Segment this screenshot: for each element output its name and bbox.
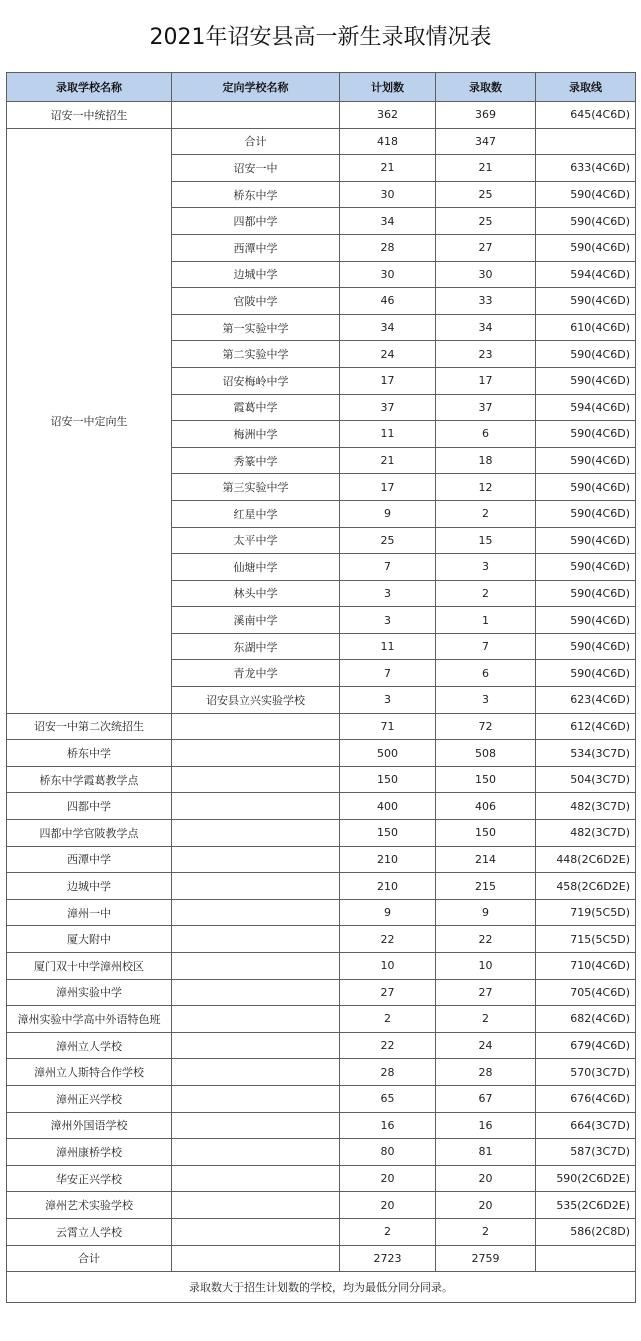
table-row (7, 979, 636, 1006)
directed-school-cell (172, 1112, 340, 1139)
admitting-school-cell: 厦大附中 (7, 926, 172, 953)
admit-count-cell: 347 (436, 128, 536, 155)
directed-school-cell: 第一实验中学 (172, 314, 340, 341)
footnote-text: 录取数大于招生计划数的学校，均为最低分同分同录。 (7, 1272, 636, 1303)
admitting-school-cell: 四都中学 (7, 793, 172, 820)
cutoff-line-cell: 590(4C6D) (536, 500, 636, 527)
admit-count-cell: 406 (436, 793, 536, 820)
cutoff-line-cell: 594(4C6D) (536, 394, 636, 421)
plan-count-cell: 21 (340, 155, 436, 182)
plan-count-cell: 24 (340, 341, 436, 368)
admit-count-cell: 37 (436, 394, 536, 421)
directed-school-cell (172, 820, 340, 847)
directed-school-cell: 桥东中学 (172, 181, 340, 208)
admit-count-cell: 33 (436, 288, 536, 315)
directed-school-cell: 诏安梅岭中学 (172, 367, 340, 394)
page-title: 2021年诏安县高一新生录取情况表 (149, 25, 492, 50)
admit-count-cell: 21 (436, 155, 536, 182)
directed-school-cell (172, 1006, 340, 1033)
footnote-row (7, 1272, 636, 1303)
directed-school-cell: 红星中学 (172, 500, 340, 527)
admit-count-cell: 3 (436, 687, 536, 714)
admit-count-cell: 16 (436, 1112, 536, 1139)
admit-count-cell: 27 (436, 234, 536, 261)
cutoff-line-cell: 590(4C6D) (536, 288, 636, 315)
admit-count-cell: 25 (436, 208, 536, 235)
plan-count-cell: 20 (340, 1165, 436, 1192)
admitting-school-cell: 边城中学 (7, 873, 172, 900)
admitting-school-cell: 桥东中学霞葛教学点 (7, 766, 172, 793)
plan-count-cell: 30 (340, 261, 436, 288)
admit-count-cell: 2 (436, 500, 536, 527)
admit-count-cell: 67 (436, 1085, 536, 1112)
admit-count-cell: 10 (436, 953, 536, 980)
table-header-row (7, 73, 636, 102)
directed-school-cell: 梅洲中学 (172, 421, 340, 448)
cutoff-line-cell: 534(3C7D) (536, 740, 636, 767)
admitting-school-cell: 西潭中学 (7, 846, 172, 873)
cutoff-line-cell: 590(4C6D) (536, 367, 636, 394)
plan-count-cell: 37 (340, 394, 436, 421)
directed-school-cell (172, 1059, 340, 1086)
admit-count-cell: 369 (436, 102, 536, 129)
admitting-school-cell: 漳州康桥学校 (7, 1139, 172, 1166)
admit-count-cell: 22 (436, 926, 536, 953)
admit-count-cell: 1 (436, 607, 536, 634)
cutoff-line-cell: 676(4C6D) (536, 1085, 636, 1112)
admitting-school-cell: 诏安一中统招生 (7, 102, 172, 129)
table-row (7, 1245, 636, 1272)
admit-count-cell: 6 (436, 421, 536, 448)
cutoff-line-cell: 482(3C7D) (536, 793, 636, 820)
table-row (7, 1032, 636, 1059)
plan-count-cell: 500 (340, 740, 436, 767)
plan-count-cell: 3 (340, 580, 436, 607)
header-admit-count: 录取数 (436, 73, 536, 102)
table-row (7, 793, 636, 820)
cutoff-line-cell: 623(4C6D) (536, 687, 636, 714)
cutoff-line-cell: 590(4C6D) (536, 341, 636, 368)
cutoff-line-cell: 482(3C7D) (536, 820, 636, 847)
cutoff-line-cell: 448(2C6D2E) (536, 846, 636, 873)
admit-count-cell: 72 (436, 713, 536, 740)
cutoff-line-cell: 590(4C6D) (536, 421, 636, 448)
plan-count-cell: 34 (340, 314, 436, 341)
admitting-school-cell: 漳州正兴学校 (7, 1085, 172, 1112)
directed-school-cell (172, 1165, 340, 1192)
plan-count-cell: 418 (340, 128, 436, 155)
cutoff-line-cell: 590(4C6D) (536, 208, 636, 235)
plan-count-cell: 46 (340, 288, 436, 315)
directed-school-cell: 霞葛中学 (172, 394, 340, 421)
admit-count-cell: 24 (436, 1032, 536, 1059)
directed-school-cell: 第三实验中学 (172, 474, 340, 501)
plan-count-cell: 2723 (340, 1245, 436, 1272)
plan-count-cell: 11 (340, 421, 436, 448)
table-row (7, 1192, 636, 1219)
plan-count-cell: 10 (340, 953, 436, 980)
admitting-school-cell: 合计 (7, 1245, 172, 1272)
directed-school-cell (172, 793, 340, 820)
table-row (7, 740, 636, 767)
table-row (7, 953, 636, 980)
header-admitting-school: 录取学校名称 (7, 73, 172, 102)
cutoff-line-cell: 645(4C6D) (536, 102, 636, 129)
directed-school-cell (172, 1032, 340, 1059)
cutoff-line-cell: 590(4C6D) (536, 607, 636, 634)
admitting-school-cell: 漳州立人学校 (7, 1032, 172, 1059)
plan-count-cell: 210 (340, 873, 436, 900)
header-plan-count: 计划数 (340, 73, 436, 102)
directed-school-cell: 合计 (172, 128, 340, 155)
header-directed-school: 定向学校名称 (172, 73, 340, 102)
plan-count-cell: 16 (340, 1112, 436, 1139)
cutoff-line-cell: 570(3C7D) (536, 1059, 636, 1086)
admit-count-cell: 28 (436, 1059, 536, 1086)
admitting-school-cell: 桥东中学 (7, 740, 172, 767)
plan-count-cell: 362 (340, 102, 436, 129)
admission-table (6, 72, 636, 1303)
cutoff-line-cell: 633(4C6D) (536, 155, 636, 182)
cutoff-line-cell: 590(4C6D) (536, 474, 636, 501)
admit-count-cell: 150 (436, 820, 536, 847)
directed-school-cell: 东湖中学 (172, 633, 340, 660)
cutoff-line-cell: 682(4C6D) (536, 1006, 636, 1033)
admit-count-cell: 17 (436, 367, 536, 394)
plan-count-cell: 2 (340, 1006, 436, 1033)
directed-school-cell (172, 1139, 340, 1166)
table-row (7, 1139, 636, 1166)
plan-count-cell: 150 (340, 820, 436, 847)
plan-count-cell: 22 (340, 1032, 436, 1059)
directed-school-cell: 溪南中学 (172, 607, 340, 634)
cutoff-line-cell: 664(3C7D) (536, 1112, 636, 1139)
plan-count-cell: 11 (340, 633, 436, 660)
admitting-school-cell: 漳州一中 (7, 899, 172, 926)
admit-count-cell: 3 (436, 554, 536, 581)
cutoff-line-cell: 590(4C6D) (536, 181, 636, 208)
admit-count-cell: 34 (436, 314, 536, 341)
directed-school-cell (172, 766, 340, 793)
directed-school-cell: 林头中学 (172, 580, 340, 607)
plan-count-cell: 34 (340, 208, 436, 235)
directed-school-cell: 仙塘中学 (172, 554, 340, 581)
table-row (7, 1085, 636, 1112)
directed-school-cell (172, 1245, 340, 1272)
cutoff-line-cell: 590(4C6D) (536, 447, 636, 474)
table-row (7, 1218, 636, 1245)
admit-count-cell: 2 (436, 1218, 536, 1245)
admitting-school-cell: 诏安一中第二次统招生 (7, 713, 172, 740)
table-row (7, 873, 636, 900)
plan-count-cell: 150 (340, 766, 436, 793)
admit-count-cell: 81 (436, 1139, 536, 1166)
table-row (7, 102, 636, 129)
directed-school-cell (172, 740, 340, 767)
cutoff-line-cell: 594(4C6D) (536, 261, 636, 288)
admitting-school-cell: 厦门双十中学漳州校区 (7, 953, 172, 980)
plan-count-cell: 400 (340, 793, 436, 820)
directed-school-cell (172, 713, 340, 740)
header-cutoff-line: 录取线 (536, 73, 636, 102)
cutoff-line-cell: 590(4C6D) (536, 633, 636, 660)
admit-count-cell: 2 (436, 580, 536, 607)
directed-school-cell: 诏安一中 (172, 155, 340, 182)
directed-group-cell: 诏安一中定向生 (7, 128, 172, 713)
table-body (7, 102, 636, 1303)
admit-count-cell: 18 (436, 447, 536, 474)
directed-school-cell (172, 1192, 340, 1219)
plan-count-cell: 65 (340, 1085, 436, 1112)
cutoff-line-cell: 458(2C6D2E) (536, 873, 636, 900)
cutoff-line-cell: 590(4C6D) (536, 580, 636, 607)
directed-school-cell: 秀篆中学 (172, 447, 340, 474)
admitting-school-cell: 漳州实验中学 (7, 979, 172, 1006)
admitting-school-cell: 华安正兴学校 (7, 1165, 172, 1192)
table-row (7, 926, 636, 953)
admit-count-cell: 20 (436, 1192, 536, 1219)
directed-school-cell: 边城中学 (172, 261, 340, 288)
plan-count-cell: 9 (340, 500, 436, 527)
directed-school-cell (172, 1218, 340, 1245)
directed-school-cell: 诏安县立兴实验学校 (172, 687, 340, 714)
plan-count-cell: 22 (340, 926, 436, 953)
admit-count-cell: 2 (436, 1006, 536, 1033)
cutoff-line-cell: 612(4C6D) (536, 713, 636, 740)
cutoff-line-cell (536, 1245, 636, 1272)
table-row (7, 1006, 636, 1033)
plan-count-cell: 28 (340, 234, 436, 261)
plan-count-cell: 17 (340, 474, 436, 501)
plan-count-cell: 7 (340, 660, 436, 687)
cutoff-line-cell: 610(4C6D) (536, 314, 636, 341)
admit-count-cell: 23 (436, 341, 536, 368)
plan-count-cell: 17 (340, 367, 436, 394)
admit-count-cell: 12 (436, 474, 536, 501)
table-row (7, 128, 636, 155)
admit-count-cell: 2759 (436, 1245, 536, 1272)
cutoff-line-cell: 590(4C6D) (536, 660, 636, 687)
table-row (7, 899, 636, 926)
cutoff-line-cell: 590(2C6D2E) (536, 1165, 636, 1192)
plan-count-cell: 71 (340, 713, 436, 740)
admit-count-cell: 27 (436, 979, 536, 1006)
admit-count-cell: 150 (436, 766, 536, 793)
table-row (7, 766, 636, 793)
table-row (7, 1059, 636, 1086)
admitting-school-cell: 漳州外国语学校 (7, 1112, 172, 1139)
admitting-school-cell: 漳州实验中学高中外语特色班 (7, 1006, 172, 1033)
admit-count-cell: 7 (436, 633, 536, 660)
admitting-school-cell: 四都中学官陂教学点 (7, 820, 172, 847)
directed-school-cell (172, 873, 340, 900)
directed-school-cell: 青龙中学 (172, 660, 340, 687)
cutoff-line-cell: 719(5C5D) (536, 899, 636, 926)
plan-count-cell: 3 (340, 607, 436, 634)
cutoff-line-cell: 679(4C6D) (536, 1032, 636, 1059)
plan-count-cell: 28 (340, 1059, 436, 1086)
table-row (7, 713, 636, 740)
admit-count-cell: 30 (436, 261, 536, 288)
plan-count-cell: 80 (340, 1139, 436, 1166)
admit-count-cell: 25 (436, 181, 536, 208)
directed-school-cell: 第二实验中学 (172, 341, 340, 368)
admit-count-cell: 508 (436, 740, 536, 767)
plan-count-cell: 2 (340, 1218, 436, 1245)
cutoff-line-cell (536, 128, 636, 155)
plan-count-cell: 30 (340, 181, 436, 208)
plan-count-cell: 3 (340, 687, 436, 714)
plan-count-cell: 20 (340, 1192, 436, 1219)
plan-count-cell: 27 (340, 979, 436, 1006)
cutoff-line-cell: 715(5C5D) (536, 926, 636, 953)
admit-count-cell: 9 (436, 899, 536, 926)
directed-school-cell (172, 102, 340, 129)
table-row (7, 846, 636, 873)
directed-school-cell: 西潭中学 (172, 234, 340, 261)
cutoff-line-cell: 504(3C7D) (536, 766, 636, 793)
admitting-school-cell: 漳州艺术实验学校 (7, 1192, 172, 1219)
directed-school-cell (172, 1085, 340, 1112)
admit-count-cell: 20 (436, 1165, 536, 1192)
table-row (7, 1165, 636, 1192)
admit-count-cell: 15 (436, 527, 536, 554)
cutoff-line-cell: 590(4C6D) (536, 554, 636, 581)
cutoff-line-cell: 710(4C6D) (536, 953, 636, 980)
plan-count-cell: 21 (340, 447, 436, 474)
cutoff-line-cell: 587(3C7D) (536, 1139, 636, 1166)
directed-school-cell (172, 846, 340, 873)
admit-count-cell: 6 (436, 660, 536, 687)
admit-count-cell: 215 (436, 873, 536, 900)
plan-count-cell: 210 (340, 846, 436, 873)
directed-school-cell: 官陂中学 (172, 288, 340, 315)
admit-count-cell: 214 (436, 846, 536, 873)
plan-count-cell: 9 (340, 899, 436, 926)
plan-count-cell: 7 (340, 554, 436, 581)
cutoff-line-cell: 586(2C8D) (536, 1218, 636, 1245)
table-row (7, 1112, 636, 1139)
directed-school-cell (172, 899, 340, 926)
cutoff-line-cell: 535(2C6D2E) (536, 1192, 636, 1219)
plan-count-cell: 25 (340, 527, 436, 554)
directed-school-cell: 太平中学 (172, 527, 340, 554)
table-row (7, 820, 636, 847)
cutoff-line-cell: 590(4C6D) (536, 527, 636, 554)
directed-school-cell (172, 979, 340, 1006)
admitting-school-cell: 云霄立人学校 (7, 1218, 172, 1245)
cutoff-line-cell: 590(4C6D) (536, 234, 636, 261)
directed-school-cell (172, 926, 340, 953)
directed-school-cell: 四都中学 (172, 208, 340, 235)
directed-school-cell (172, 953, 340, 980)
admitting-school-cell: 漳州立人斯特合作学校 (7, 1059, 172, 1086)
cutoff-line-cell: 705(4C6D) (536, 979, 636, 1006)
